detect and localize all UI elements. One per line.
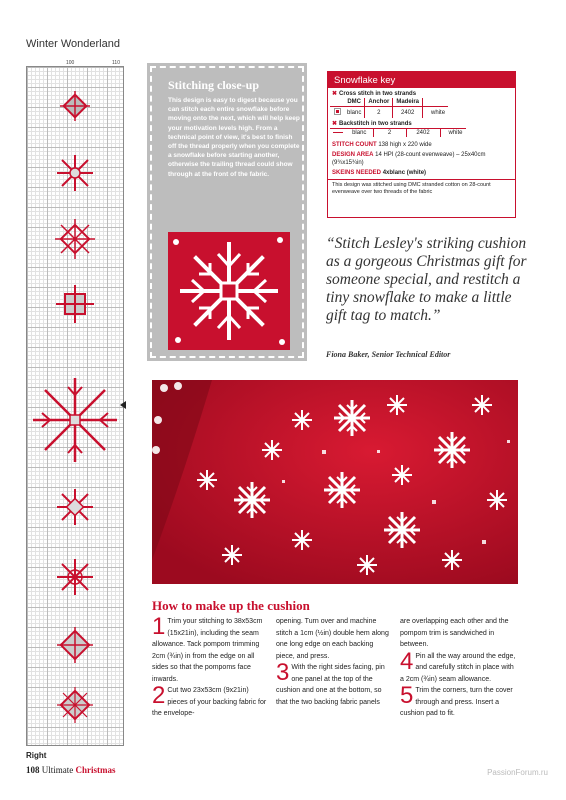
cross-mark-icon: ✖ — [332, 91, 338, 97]
howto-column-3 — [400, 616, 516, 720]
howto-step-3: 3 With the right sides facing, pin one panel at the top of the cushion and one at the bottom, so that the two backing fabric panels — [276, 659, 385, 706]
page-folio — [26, 765, 116, 775]
chart-motif-8 — [55, 625, 95, 665]
chart-tick-110: 110 — [112, 60, 120, 66]
chart-motif-9 — [55, 685, 95, 725]
howto-step-3-cont: are overlapping each other and the pompom trim is sandwiched in between. — [400, 618, 509, 648]
stitching-closeup-box — [150, 66, 304, 358]
howto-column-2 — [276, 616, 392, 708]
chart-motif-2 — [55, 153, 95, 193]
watermark: PassionForum.ru — [487, 768, 548, 777]
key-col-anchor: Anchor — [365, 98, 393, 107]
chart-centre-marker — [120, 401, 126, 409]
key-header-row — [330, 98, 448, 107]
closeup-body: This design is easy to digest because you can stitch each entire snowflake before moving onto the next, which will help keep your motivation levels high. From a technical point of view, it's best to finish off the thread properly when you complete a snowflake before starting another, otherwise the trailing thread could show through at the front of the fabric. — [168, 97, 300, 178]
key-col-madeira: Madeira — [393, 98, 423, 107]
magazine-name-a: Ultimate — [41, 765, 74, 775]
howto-step-2: 2 Cut two 23x53cm (9x21in) pieces of your backing fabric for the envelope- — [152, 682, 267, 717]
chart-motif-7 — [55, 557, 95, 597]
key-table — [330, 98, 448, 118]
key-footnote: This design was stitched using DMC stranded cotton on 28-count evenweave over two threads of the fabric — [328, 179, 515, 198]
skeins-needed: SKEINS NEEDED 4xblanc (white) — [332, 170, 427, 176]
key-col-dmc: DMC — [344, 98, 365, 107]
closeup-title: Stitching close-up — [168, 78, 260, 92]
chart-motif-5 — [30, 375, 120, 465]
howto-title: How to make up the cushion — [152, 598, 310, 613]
chart-motif-4 — [54, 283, 96, 325]
design-area: DESIGN AREA 14 HPI (28-count evenweave) – 25x40cm (9¾x15¾in) — [332, 152, 486, 166]
chart-motif-6 — [55, 487, 95, 527]
chart-caption: Right — [26, 751, 47, 760]
cross-stitch-chart — [26, 66, 124, 746]
howto-column-1 — [152, 613, 268, 720]
key-title: Snowflake key — [328, 72, 515, 88]
key-back-heading: ✖ Backstitch in two strands — [332, 121, 412, 127]
cross-mark-icon: ✖ — [332, 121, 338, 127]
section-title: Winter Wonderland — [26, 38, 120, 50]
key-back-table — [330, 128, 466, 137]
key-cross-heading: ✖ Cross stitch in two strands — [332, 91, 417, 97]
stitch-count: STITCH COUNT 138 high x 220 wide — [332, 142, 432, 148]
cushion-photo — [152, 380, 518, 584]
snowflake-key — [327, 71, 516, 218]
backstitch-symbol-icon — [333, 132, 343, 133]
pull-quote: “Stitch Lesley's striking cushion as a gorgeous Christmas gift for someone special, and restitch a tiny snowflake to make a little gift tag to match.” — [326, 235, 527, 324]
closeup-photo — [168, 232, 290, 350]
howto-step-4: 4 Pin all the way around the edge, and carefully stitch in place with a 2cm (¾in) seam allowance. — [400, 647, 516, 683]
chart-motif-1 — [58, 89, 92, 123]
page-number: 108 — [26, 765, 40, 775]
cross-stitch-symbol-icon — [334, 108, 341, 115]
howto-step-2-cont: opening. Turn over and machine stitch a 1cm (½in) double hem along one long edge on each backing piece, and press. — [276, 618, 389, 660]
magazine-name-b: Christmas — [75, 765, 116, 775]
quote-credit: Fiona Baker, Senior Technical Editor — [326, 350, 451, 359]
howto-step-5: 5 Trim the corners, turn the cover through and press. Insert a cushion pad to fit. — [400, 682, 513, 717]
key-back-row: blanc 2 2402 white — [330, 129, 466, 138]
chart-tick-100: 100 — [66, 60, 75, 66]
howto-step-1: 1 Trim your stitching to 38x53cm (15x21in), including the seam allowance. Tack pompom trimming 2cm (¾in) in from the edge on all sides so that the pompoms face inwards. — [152, 613, 263, 683]
key-cross-row: blanc 2 2402 white — [330, 107, 448, 119]
chart-motif-3 — [53, 217, 97, 261]
